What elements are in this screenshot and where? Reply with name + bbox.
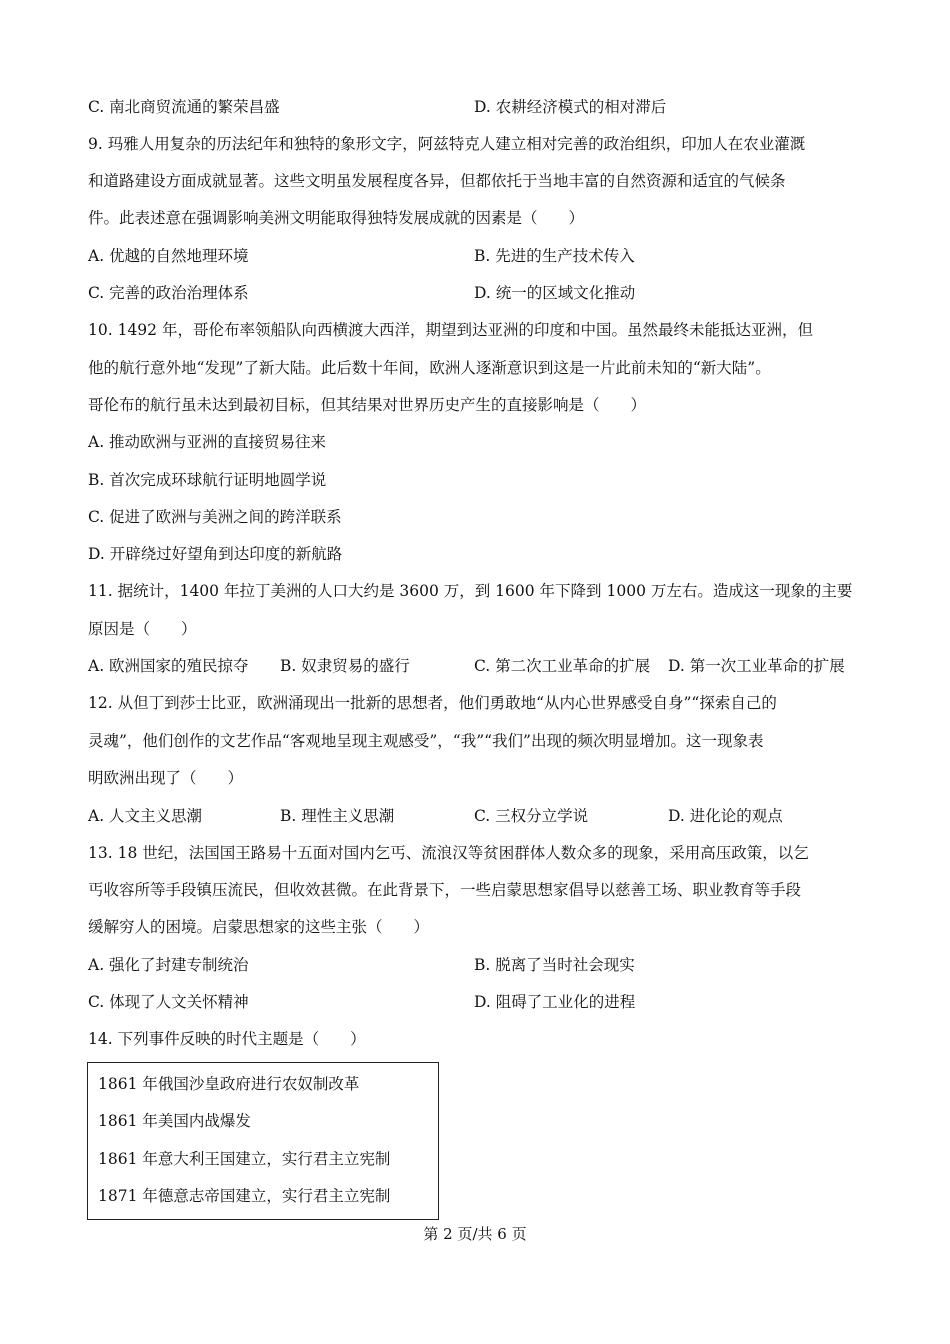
q9-option-d: D. 统一的区域文化推动: [474, 284, 636, 302]
q11-option-d: D. 第一次工业革命的扩展: [668, 657, 845, 675]
q11-option-c: C. 第二次工业革命的扩展: [474, 657, 651, 675]
q14-event-2: 1861 年美国内战爆发: [98, 1112, 251, 1130]
q13-option-d: D. 阻碍了工业化的进程: [474, 993, 636, 1011]
q12-option-a: A. 人文主义思潮: [88, 807, 203, 825]
q12-stem-line-1: 12. 从但丁到莎士比亚，欧洲涌现出一批新的思想者，他们勇敢地“从内心世界感受自身”“探索自己的: [88, 694, 777, 712]
q13-option-a: A. 强化了封建专制统治: [88, 956, 249, 974]
q11-stem-line-2: 原因是（ ）: [88, 620, 197, 638]
q9-option-c: C. 完善的政治治理体系: [88, 284, 249, 302]
q8-option-c: C. 南北商贸流通的繁荣昌盛: [88, 98, 280, 116]
q13-stem-line-2: 丐收容所等手段镇压流民，但收效甚微。在此背景下，一些启蒙思想家倡导以慈善工场、职业教育等手段: [88, 881, 802, 899]
q13-stem-line-3: 缓解穷人的困境。启蒙思想家的这些主张（ ）: [88, 918, 430, 936]
q12-stem-line-2: 灵魂”，他们创作的文艺作品“客观地呈现主观感受”，“我”“我们”出现的频次明显增加。这一现象表: [88, 732, 764, 750]
q10-option-b: B. 首次完成环球航行证明地圆学说: [88, 471, 327, 489]
q12-stem-line-3: 明欧洲出现了（ ）: [88, 769, 244, 787]
q10-option-d: D. 开辟绕过好望角到达印度的新航路: [88, 545, 343, 563]
q14-stem: 14. 下列事件反映的时代主题是（ ）: [88, 1030, 366, 1048]
q9-stem-line-2: 和道路建设方面成就显著。这些文明虽发展程度各异，但都依托于当地丰富的自然资源和适宜的气候条: [88, 172, 786, 190]
q14-events-box: [87, 1062, 439, 1220]
q9-stem-line-3: 件。此表述意在强调影响美洲文明能取得独特发展成就的因素是（ ）: [88, 209, 585, 227]
q9-option-a: A. 优越的自然地理环境: [88, 247, 249, 265]
q12-option-d: D. 进化论的观点: [668, 807, 783, 825]
q13-option-c: C. 体现了人文关怀精神: [88, 993, 249, 1011]
q10-stem-line-1: 10. 1492 年，哥伦布率领船队向西横渡大西洋，期望到达亚洲的印度和中国。虽然最终未能抵达亚洲，但: [88, 321, 813, 339]
q10-option-c: C. 促进了欧洲与美洲之间的跨洋联系: [88, 508, 342, 526]
q11-option-b: B. 奴隶贸易的盛行: [280, 657, 410, 675]
q12-option-c: C. 三权分立学说: [474, 807, 589, 825]
q12-option-b: B. 理性主义思潮: [280, 807, 395, 825]
q10-stem-line-2: 他的航行意外地“发现”了新大陆。此后数十年间，欧洲人逐渐意识到这是一片此前未知的“新大陆”。: [88, 359, 771, 377]
q14-event-1: 1861 年俄国沙皇政府进行农奴制改革: [98, 1075, 360, 1093]
q11-option-a: A. 欧洲国家的殖民掠夺: [88, 657, 249, 675]
q10-option-a: A. 推动欧洲与亚洲的直接贸易往来: [88, 433, 327, 451]
q14-event-3: 1861 年意大利王国建立，实行君主立宪制: [98, 1150, 391, 1168]
q9-option-b: B. 先进的生产技术传入: [474, 247, 635, 265]
q14-event-4: 1871 年德意志帝国建立，实行君主立宪制: [98, 1187, 391, 1205]
q8-option-d: D. 农耕经济模式的相对滞后: [474, 98, 667, 116]
q11-stem-line-1: 11. 据统计，1400 年拉丁美洲的人口大约是 3600 万，到 1600 年下降到 1000 万左右。造成这一现象的主要: [88, 582, 853, 600]
q13-stem-line-1: 13. 18 世纪，法国国王路易十五面对国内乞丐、流浪汉等贫困群体人数众多的现象，采用高压政策，以乞: [88, 844, 809, 862]
q13-option-b: B. 脱离了当时社会现实: [474, 956, 635, 974]
q10-stem-line-3: 哥伦布的航行虽未达到最初目标，但其结果对世界历史产生的直接影响是（ ）: [88, 396, 647, 414]
page-number: 第 2 页/共 6 页: [423, 1225, 527, 1243]
q9-stem-line-1: 9. 玛雅人用复杂的历法纪年和独特的象形文字，阿兹特克人建立相对完善的政治组织，印加人在农业灌溉: [88, 135, 806, 153]
